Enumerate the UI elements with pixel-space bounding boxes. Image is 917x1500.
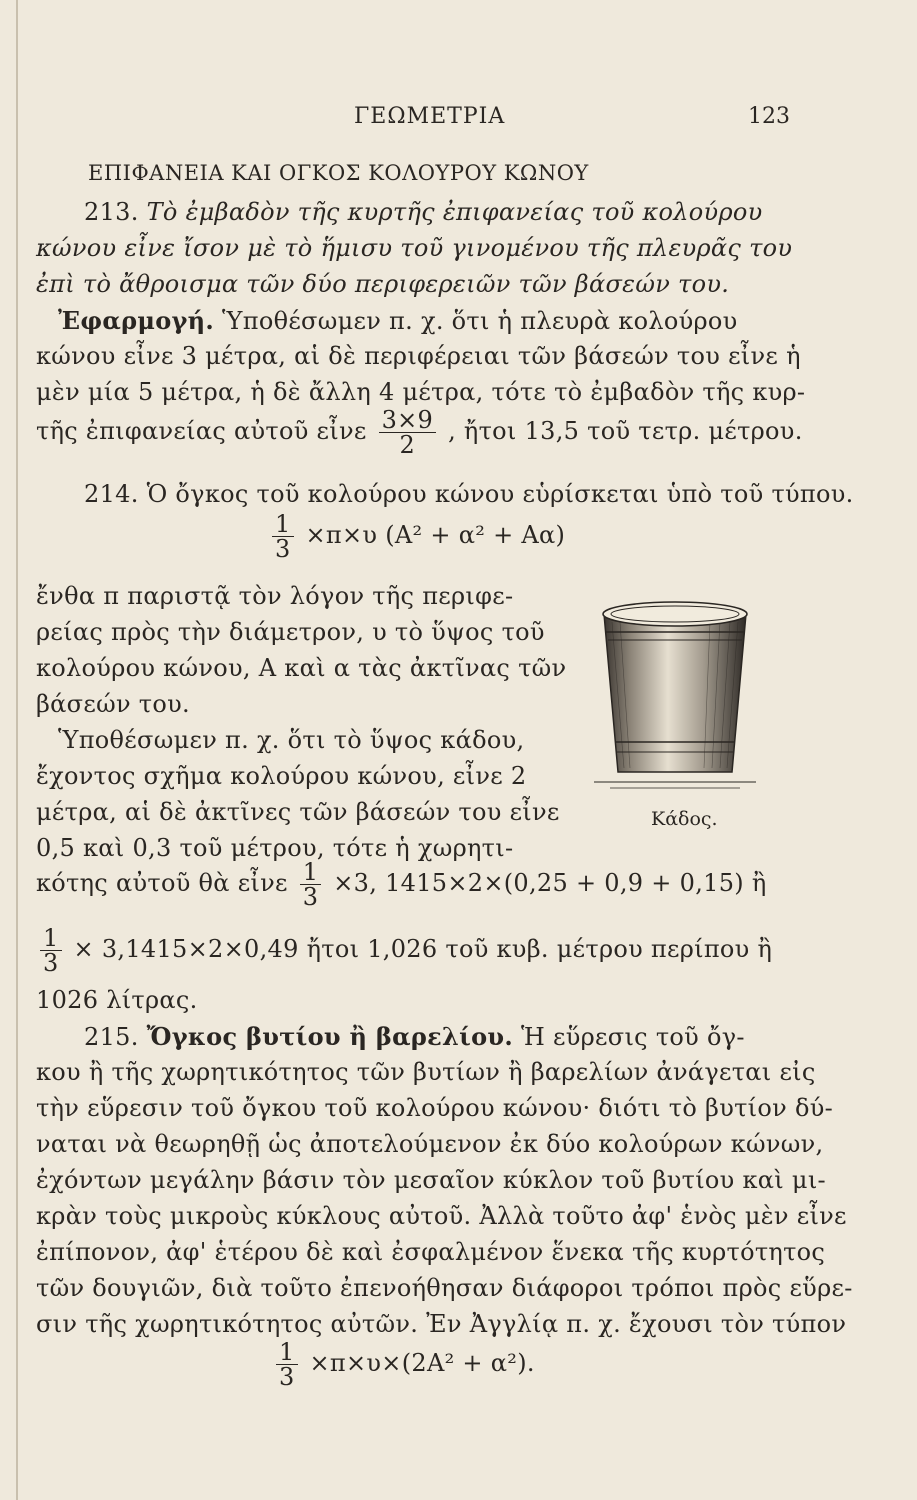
p214-line-10 (36, 860, 767, 909)
p214-l10-num: 1 (300, 860, 322, 885)
p214-l9: 0,5 καὶ 0,3 τοῦ μέτρου, τότε ἡ χωρητι- (36, 834, 514, 862)
p214-l10-pre: κότης αὐτοῦ θὰ εἶνε (36, 869, 288, 897)
p215-l7: ἐπίπονον, ἀφ' ἑτέρου δὲ καὶ ἐσφαλμένον ἕνεκα τῆς κυρτότητος (36, 1238, 826, 1266)
p214-l11-den: 3 (43, 949, 59, 977)
p214-l11-fraction (40, 926, 62, 975)
bucket-body (604, 614, 746, 772)
p214-l4: κολούρου κώνου, Α καὶ α τὰς ἀκτῖνας τῶν (36, 654, 567, 682)
p213-line-1 (84, 198, 763, 226)
p214-formula (268, 512, 565, 561)
p215-l1-rest: Ἡ εὕρεσις τοῦ ὄγ- (520, 1023, 745, 1051)
p215-l5: ἐχόντων μεγάλην βάσιν τὸν μεσαῖον κύκλον τοῦ βυτίου καὶ μι- (36, 1166, 826, 1194)
p213-app-line-4 (36, 408, 803, 457)
p214-l5: βάσεών του. (36, 690, 190, 718)
p215-formula (272, 1340, 535, 1389)
p215-l9: σιν τῆς χωρητικότητος αὐτῶν. Ἐν Ἀγγλίᾳ π. χ. ἔχουσι τὸν τύπον (36, 1310, 847, 1338)
p214-l12: 1026 λίτρας. (36, 986, 198, 1014)
p215-formula-rest: ×π×υ×(2Α² + α²). (309, 1349, 535, 1377)
bucket-figure (590, 592, 760, 802)
p213-app-l2: κώνου εἶνε 3 μέτρα, αἱ δὲ περιφέρειαι τῶν βάσεών του εἶνε ἡ (36, 342, 801, 370)
p215-formula-fraction (276, 1340, 298, 1389)
p215-l8: τῶν δουγιῶν, διὰ τοῦτο ἐπενοήθησαν διάφοροι τρόποι πρὸς εὕρε- (36, 1274, 853, 1302)
p213-theorem-l1: Τὸ ἐμβαδὸν τῆς κυρτῆς ἐπιφανείας τοῦ κολούρου (146, 198, 763, 226)
p213-app-l1: Ὑποθέσωμεν π. χ. ὅτι ἡ πλευρὰ κολούρου (222, 307, 738, 335)
p213-fraction (379, 408, 437, 457)
p215-formula-den: 3 (279, 1363, 295, 1391)
p214-formula-den: 3 (275, 535, 291, 563)
p214-l1: 214. Ὁ ὄγκος τοῦ κολούρου κώνου εὑρίσκεται ὑπὸ τοῦ τύπου. (84, 480, 854, 508)
p215-l2: κου ἢ τῆς χωρητικότητος τῶν βυτίων ἢ βαρελίων ἀνάγεται εἰς (36, 1058, 816, 1086)
p213-theorem-l2: κώνου εἶνε ἴσον μὲ τὸ ἥμισυ τοῦ γινομένου τῆς πλευρᾶς του (36, 234, 793, 262)
figure-caption: Κάδος. (651, 808, 718, 830)
running-title: ΓΕΩΜΕΤΡΙΑ (354, 104, 506, 129)
p215-formula-num: 1 (276, 1340, 298, 1365)
p213-number: 213. (84, 198, 139, 226)
p214-formula-num: 1 (272, 512, 294, 537)
p215-line-1 (84, 1022, 745, 1051)
p214-l11-num: 1 (40, 926, 62, 951)
p215-number: 215. (84, 1023, 139, 1051)
p214-l11-post: × 3,1415×2×0,49 ἤτοι 1,026 τοῦ κυβ. μέτρου περίπου ἢ (73, 935, 773, 963)
p214-l8: μέτρα, αἱ δὲ ἀκτῖνες τῶν βάσεών του εἶνε (36, 798, 560, 826)
p213-fraction-num: 3×9 (379, 408, 437, 433)
page-number: 123 (748, 104, 790, 129)
p214-l6: Ὑποθέσωμεν π. χ. ὅτι τὸ ὕψος κάδου, (58, 726, 525, 754)
p213-app-l4-post: , ἤτοι 13,5 τοῦ τετρ. μέτρου. (448, 417, 803, 445)
p215-l4: ναται νὰ θεωρηθῇ ὡς ἀποτελούμενον ἐκ δύο κολούρων κώνων, (36, 1130, 824, 1158)
p215-l6: κρὰν τοὺς μικροὺς κύκλους αὐτοῦ. Ἀλλὰ τοῦτο ἀφ' ἑνὸς μὲν εἶνε (36, 1202, 847, 1230)
p214-l10-post: ×3, 1415×2×(0,25 + 0,9 + 0,15) ἢ (333, 869, 767, 897)
p215-l3: τὴν εὕρεσιν τοῦ ὄγκου τοῦ κολούρου κώνου· διότι τὸ βυτίον δύ- (36, 1094, 833, 1122)
p213-app-l4-pre: τῆς ἐπιφανείας αὐτοῦ εἶνε (36, 417, 367, 445)
page-edge (16, 0, 18, 1500)
p213-theorem-l3: ἐπὶ τὸ ἄθροισμα τῶν δύο περιφερειῶν τῶν βάσεών του. (36, 270, 730, 298)
p213-app-l3: μὲν μία 5 μέτρα, ἡ δὲ ἄλλη 4 μέτρα, τότε τὸ ἐμβαδὸν τῆς κυρ- (36, 378, 806, 406)
p214-formula-rest: ×π×υ (Α² + α² + Αα) (305, 521, 566, 549)
p214-line-11 (36, 926, 772, 975)
p215-heading: Ὄγκος βυτίου ἢ βαρελίου. (146, 1022, 514, 1051)
p214-l3: ρείας πρὸς τὴν διάμετρον, υ τὸ ὕψος τοῦ (36, 618, 545, 646)
p214-l7: ἔχοντος σχῆμα κολούρου κώνου, εἶνε 2 (36, 762, 527, 790)
p213-app-line-1 (58, 306, 738, 335)
p214-l2: ἔνθα π παριστᾷ τὸν λόγον τῆς περιφε- (36, 582, 514, 610)
p214-l10-fraction (300, 860, 322, 909)
p213-fraction-den: 2 (399, 431, 416, 459)
p214-l10-den: 3 (302, 883, 319, 911)
section-title: ΕΠΙΦΑΝΕΙΑ ΚΑΙ ΟΓΚΟΣ ΚΟΛΟΥΡΟΥ ΚΩΝΟΥ (88, 161, 589, 185)
p214-formula-fraction (272, 512, 294, 561)
application-label: Ἐφαρμογή. (58, 306, 215, 335)
